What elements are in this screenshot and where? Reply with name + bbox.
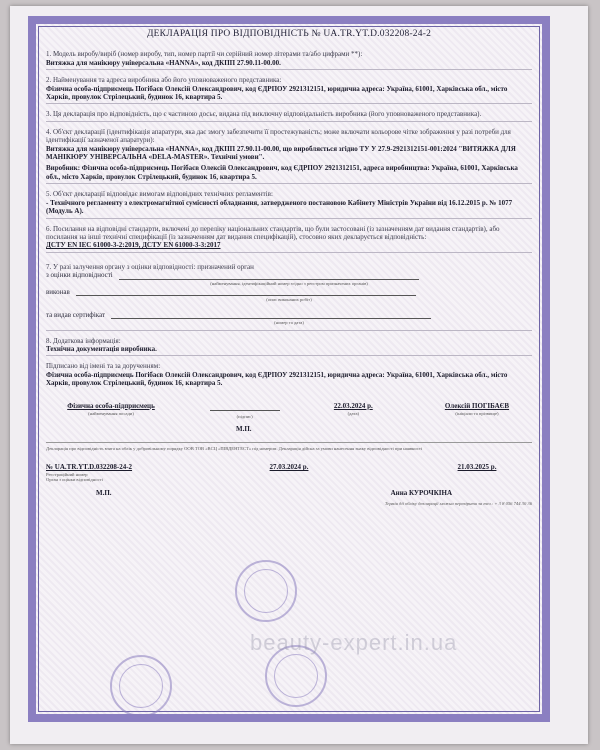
watermark: beauty-expert.in.ua (250, 630, 458, 655)
section-1-head: 1. Модель виробу/виріб (номер виробу, тип, номер партії чи серійний номер літерами та/або цифрами **): (46, 50, 363, 59)
signature-date: 22.03.2024 р. (333, 401, 373, 410)
section-5-value: - Технічного регламенту з електромагнітної сумісності обладнання, затвердженого постановою Кабінету Міністрів України від 16.12.2015 р. № 1077 (Модуль А). (46, 198, 513, 216)
registration-date: 27.03.2024 р. (269, 463, 309, 472)
signature-section (46, 362, 532, 435)
signature-caption: (підпис) (236, 414, 253, 419)
signer-position-caption: (найменування посади) (88, 411, 134, 416)
signer-position: Фізична особа-підприємець (67, 401, 155, 410)
registration-phone-note: Термін дії обліку декларації можна перевірити за тел.: + 3 8 056 744 30 36 (384, 501, 532, 507)
section-7-cap3: (номер та дата) (274, 320, 304, 326)
section-7-head: 7. У разі залучення органу з оцінки відповідності: призначений орган (46, 262, 254, 271)
section-7-l2: виконав (46, 287, 70, 296)
registration-stamp (110, 655, 172, 717)
section-1 (46, 50, 532, 70)
section-7-l1: з оцінки відповідності (46, 271, 113, 280)
section-2-value: Фізична особа-підприємець Погібаєв Олексій Олександрович, код ЄДРПОУ 2921312151, юридична адреса: Україна, 61001, Харківська обл., місто Харків, провулок Стрілецький, будинок 16, квартира 5. (46, 84, 508, 102)
signer-name-caption: (ініціали та прізвище) (455, 411, 499, 416)
registration-number: № UA.TR.YT.D.032208-24-2 (46, 463, 133, 472)
section-6-head: 6. Посилання на відповідні стандарти, включені до переліку національних стандартів, що були застосовані (із зазначенням дат видання стандартів), або посилання на інші технічні специфікації (із зазначенням дат видання специфікацій), стосовно яких декларується відповідність: (46, 224, 500, 241)
section-2 (46, 76, 532, 104)
registration-text: Декларація про відповідність взята на облік у добровільному порядку ООВ ТОВ «ВСЦ «ПІВДЕНТЕСТ» під номером. Декларація дійсна за умови нанесення знаку відповідності при наявності (46, 445, 423, 451)
declaration-content (46, 30, 532, 507)
section-4-maker: Виробник: Фізична особа-підприємець Погібаєв Олексій Олександрович, код ЄДРПОУ 2921312151, адреса виробництва: Україна, 61001, Харківська обл., місто Харків, провулок Стрілецький, будинок 16, квартира 5. (46, 164, 518, 181)
signer-name: Олексій ПОГІБАЄВ (444, 401, 510, 410)
signature-date-caption: (дата) (347, 411, 360, 416)
section-4 (46, 128, 532, 184)
section-3 (46, 110, 532, 121)
section-5-head: 5. Об'єкт декларації відповідає вимогам відповідних технічних регламентів: (46, 190, 273, 199)
registration-signer: Анна КУРОЧКІНА (390, 489, 452, 497)
section-3-text: 3. Ця декларація про відповідність, що є частиною досьє, видана під виключну відповідальність виробника (його уповноваженого представника). (46, 110, 482, 119)
section-7 (46, 259, 532, 331)
registration-valid-until: 21.03.2025 р. (457, 463, 497, 472)
signature-value: Фізична особа-підприємець Погібаєв Олексій Олександрович, код ЄДРПОУ 2921312151, юридична адреса: Україна, 61001, Харківська обл., місто Харків, провулок Стрілецький, будинок 16, квартира 5. (46, 370, 508, 388)
section-6 (46, 225, 532, 253)
section-5 (46, 190, 532, 218)
section-2-head: 2. Найменування та адреса виробника або його уповноваженого представника: (46, 76, 282, 85)
signature-row (46, 402, 532, 422)
signature-mp: М.П. (236, 425, 252, 434)
section-8-value: Технічна документація виробника. (46, 344, 157, 353)
section-4-value: Витяжка для манікюру універсальна «HANNA», код ДКПП 27.90.11-00.00, що виробляється згідно ТУ У 27.9-2921312151-001:2024 "ВИТЯЖКА ДЛЯ МАНІКЮРУ УНІВЕРСАЛЬНА «DELA-MASTER». Технічні умови". (46, 144, 516, 162)
section-7-cap2: (опис виконаних робіт) (266, 297, 312, 303)
registration-mp: М.П. (96, 489, 112, 497)
page-title: ДЕКЛАРАЦІЯ ПРО ВІДПОВІДНІСТЬ № UA.TR.YT.D.032208-24-2 (146, 29, 432, 39)
section-8-head: 8. Додаткова інформація: (46, 336, 121, 345)
registration-number-caption: Реєстраційний номер (46, 471, 88, 477)
section-7-l3: та видав сертифікат (46, 310, 106, 319)
registration-org-caption: Орган з оцінки відповідності (46, 477, 103, 483)
round-stamp (235, 560, 297, 622)
section-4-head: 4. Об'єкт декларації (ідентифікація апаратури, яка дає змогу забезпечити її простежуваність; може включати кольорове чітке зображення у разі потреби для ідентифікації зазначеної апаратури): (46, 127, 511, 145)
signature-head: Підписано від імені та за дорученням: (46, 362, 161, 371)
section-1-value: Витяжка для манікюру універсальна «HANNA», код ДКПП 27.90.11-00.00. (46, 58, 281, 67)
section-6-value: ДСТУ EN IEC 61000-3-2:2019, ДСТУ EN 61000-3-3:2017 (46, 241, 221, 250)
registration-block (46, 442, 532, 507)
section-7-cap1: (найменування, ідентифікаційний номер згідно з реєстром призначених органів) (210, 280, 368, 286)
section-8 (46, 337, 532, 357)
